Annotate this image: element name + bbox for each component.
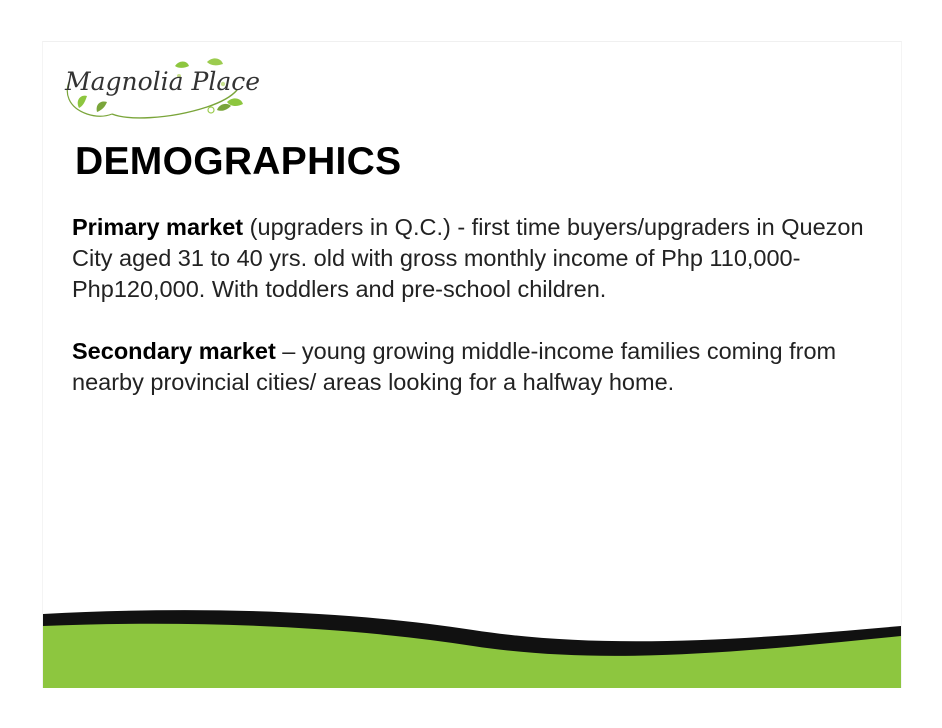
- secondary-market-paragraph: [72, 336, 872, 398]
- secondary-market-label: Secondary market: [72, 338, 276, 364]
- primary-market-label: Primary market: [72, 214, 244, 240]
- primary-market-text: (upgraders in Q.C.) - first time buyers/upgraders in Quezon City aged 31 to 40 yrs. old with gross monthly income of Php 110,000- Php120,000. With toddlers and pre-school children.: [72, 214, 864, 302]
- slide: [42, 41, 902, 688]
- logo-text: Magnolia Place: [65, 67, 261, 96]
- primary-market-paragraph: [72, 212, 872, 305]
- page-title: DEMOGRAPHICS: [75, 140, 402, 183]
- footer-wave: [43, 608, 901, 688]
- slide-body: [72, 212, 872, 398]
- secondary-market-text: – young growing middle-income families coming from nearby provincial cities/ areas looking for a halfway home.: [72, 338, 837, 395]
- brand-logo: [57, 52, 267, 124]
- leaf-vine-icon: [57, 52, 267, 124]
